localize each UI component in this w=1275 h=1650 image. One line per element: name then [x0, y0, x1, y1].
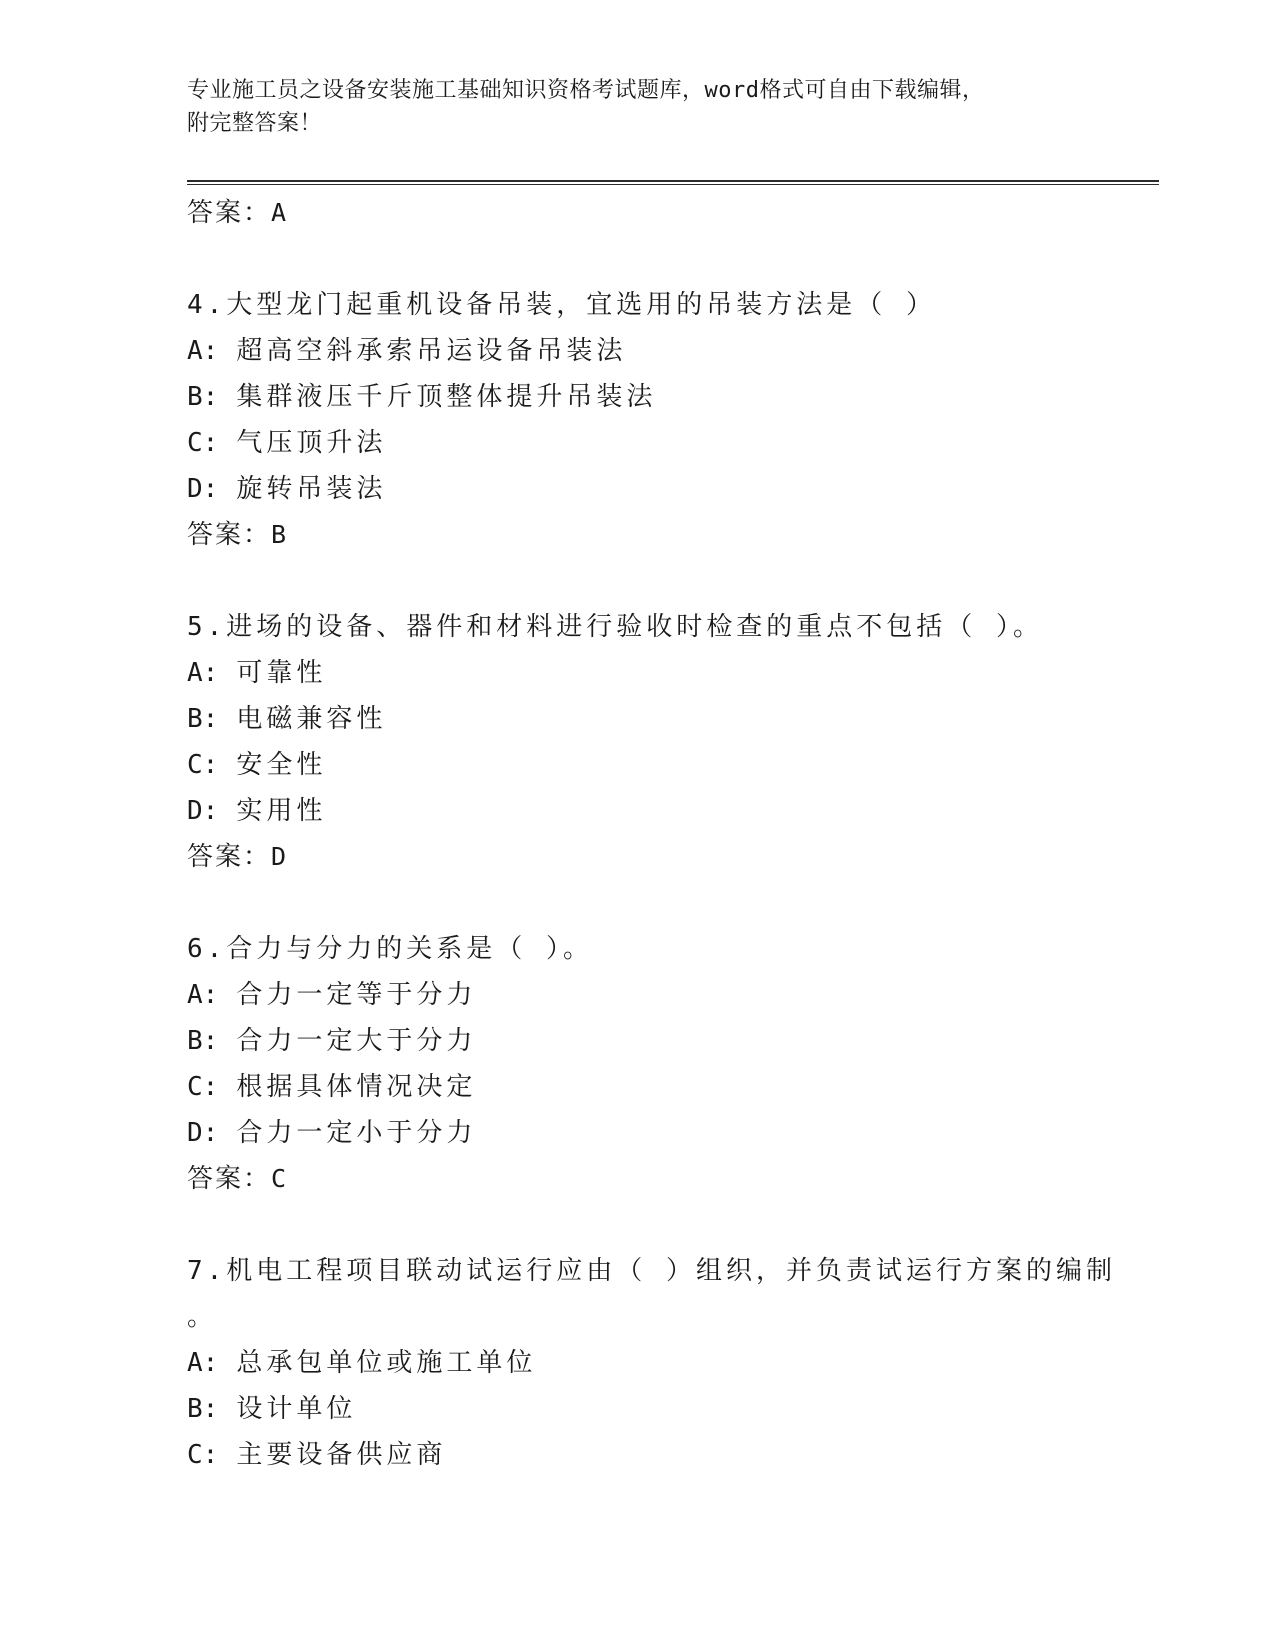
option-key: B: — [187, 382, 219, 412]
option-key: D: — [187, 796, 219, 826]
option-text: 气压顶升法 — [236, 428, 387, 458]
option-text: 合力一定等于分力 — [236, 980, 477, 1010]
question-list — [187, 190, 1159, 1478]
option-b — [187, 696, 1159, 742]
option-text: 合力一定大于分力 — [236, 1026, 477, 1056]
question-stem-continuation: 。 — [187, 1302, 218, 1332]
answer-value: A — [271, 198, 287, 227]
answer-line — [187, 834, 1159, 880]
option-text: 总承包单位或施工单位 — [236, 1348, 537, 1378]
option-key: A: — [187, 980, 219, 1010]
option-a — [187, 972, 1159, 1018]
option-key: B: — [187, 1026, 219, 1056]
option-text: 安全性 — [236, 750, 327, 780]
answer-value: B — [271, 520, 287, 549]
option-b — [187, 1018, 1159, 1064]
option-d — [187, 466, 1159, 512]
question-block-5 — [187, 604, 1159, 880]
option-key: A: — [187, 1348, 219, 1378]
answer-line — [187, 1156, 1159, 1202]
option-text: 主要设备供应商 — [236, 1440, 447, 1470]
option-b — [187, 374, 1159, 420]
header-title-line-2: 附完整答案！ — [187, 111, 323, 136]
option-c — [187, 420, 1159, 466]
option-key: A: — [187, 658, 219, 688]
page-header — [187, 74, 1067, 140]
question-stem: 7.机电工程项目联动试运行应由（ ）组织，并负责试运行方案的编制 — [187, 1256, 1116, 1286]
option-key: B: — [187, 704, 219, 734]
option-text: 根据具体情况决定 — [236, 1072, 477, 1102]
option-a — [187, 328, 1159, 374]
question-block-4 — [187, 282, 1159, 558]
answer-value: C — [271, 1164, 287, 1193]
header-title-line-1: 专业施工员之设备安装施工基础知识资格考试题库，word格式可自由下载编辑， — [187, 78, 985, 103]
option-text: 合力一定小于分力 — [236, 1118, 477, 1148]
option-text: 电磁兼容性 — [236, 704, 387, 734]
question-block-6 — [187, 926, 1159, 1202]
question-stem: 4.大型龙门起重机设备吊装，宜选用的吊装方法是（ ） — [187, 290, 936, 320]
question-stem: 6.合力与分力的关系是（ ）。 — [187, 934, 593, 964]
option-b — [187, 1386, 1159, 1432]
option-text: 集群液压千斤顶整体提升吊装法 — [236, 382, 657, 412]
option-text: 旋转吊装法 — [236, 474, 387, 504]
option-key: B: — [187, 1394, 219, 1424]
option-key: C: — [187, 1072, 219, 1102]
option-text: 可靠性 — [236, 658, 327, 688]
option-text: 实用性 — [236, 796, 327, 826]
spacer — [187, 880, 1159, 926]
option-key: C: — [187, 1440, 219, 1470]
option-c — [187, 1064, 1159, 1110]
option-a — [187, 1340, 1159, 1386]
answer-line — [187, 190, 1159, 236]
option-key: D: — [187, 1118, 219, 1148]
option-key: A: — [187, 336, 219, 366]
option-c — [187, 1432, 1159, 1478]
option-a — [187, 650, 1159, 696]
option-d — [187, 1110, 1159, 1156]
spacer — [187, 1202, 1159, 1248]
option-c — [187, 742, 1159, 788]
answer-value: D — [271, 842, 287, 871]
answer-label: 答案： — [187, 520, 272, 550]
answer-line — [187, 512, 1159, 558]
option-key: D: — [187, 474, 219, 504]
option-key: C: — [187, 428, 219, 458]
answer-label: 答案： — [187, 842, 272, 872]
question-stem: 5.进场的设备、器件和材料进行验收时检查的重点不包括（ ）。 — [187, 612, 1043, 642]
spacer — [187, 558, 1159, 604]
answer-label: 答案： — [187, 198, 272, 228]
header-divider — [187, 180, 1159, 185]
option-text: 超高空斜承索吊运设备吊装法 — [236, 336, 627, 366]
question-block-7 — [187, 1248, 1159, 1478]
option-key: C: — [187, 750, 219, 780]
spacer — [187, 236, 1159, 282]
option-d — [187, 788, 1159, 834]
answer-label: 答案： — [187, 1164, 272, 1194]
option-text: 设计单位 — [236, 1394, 357, 1424]
